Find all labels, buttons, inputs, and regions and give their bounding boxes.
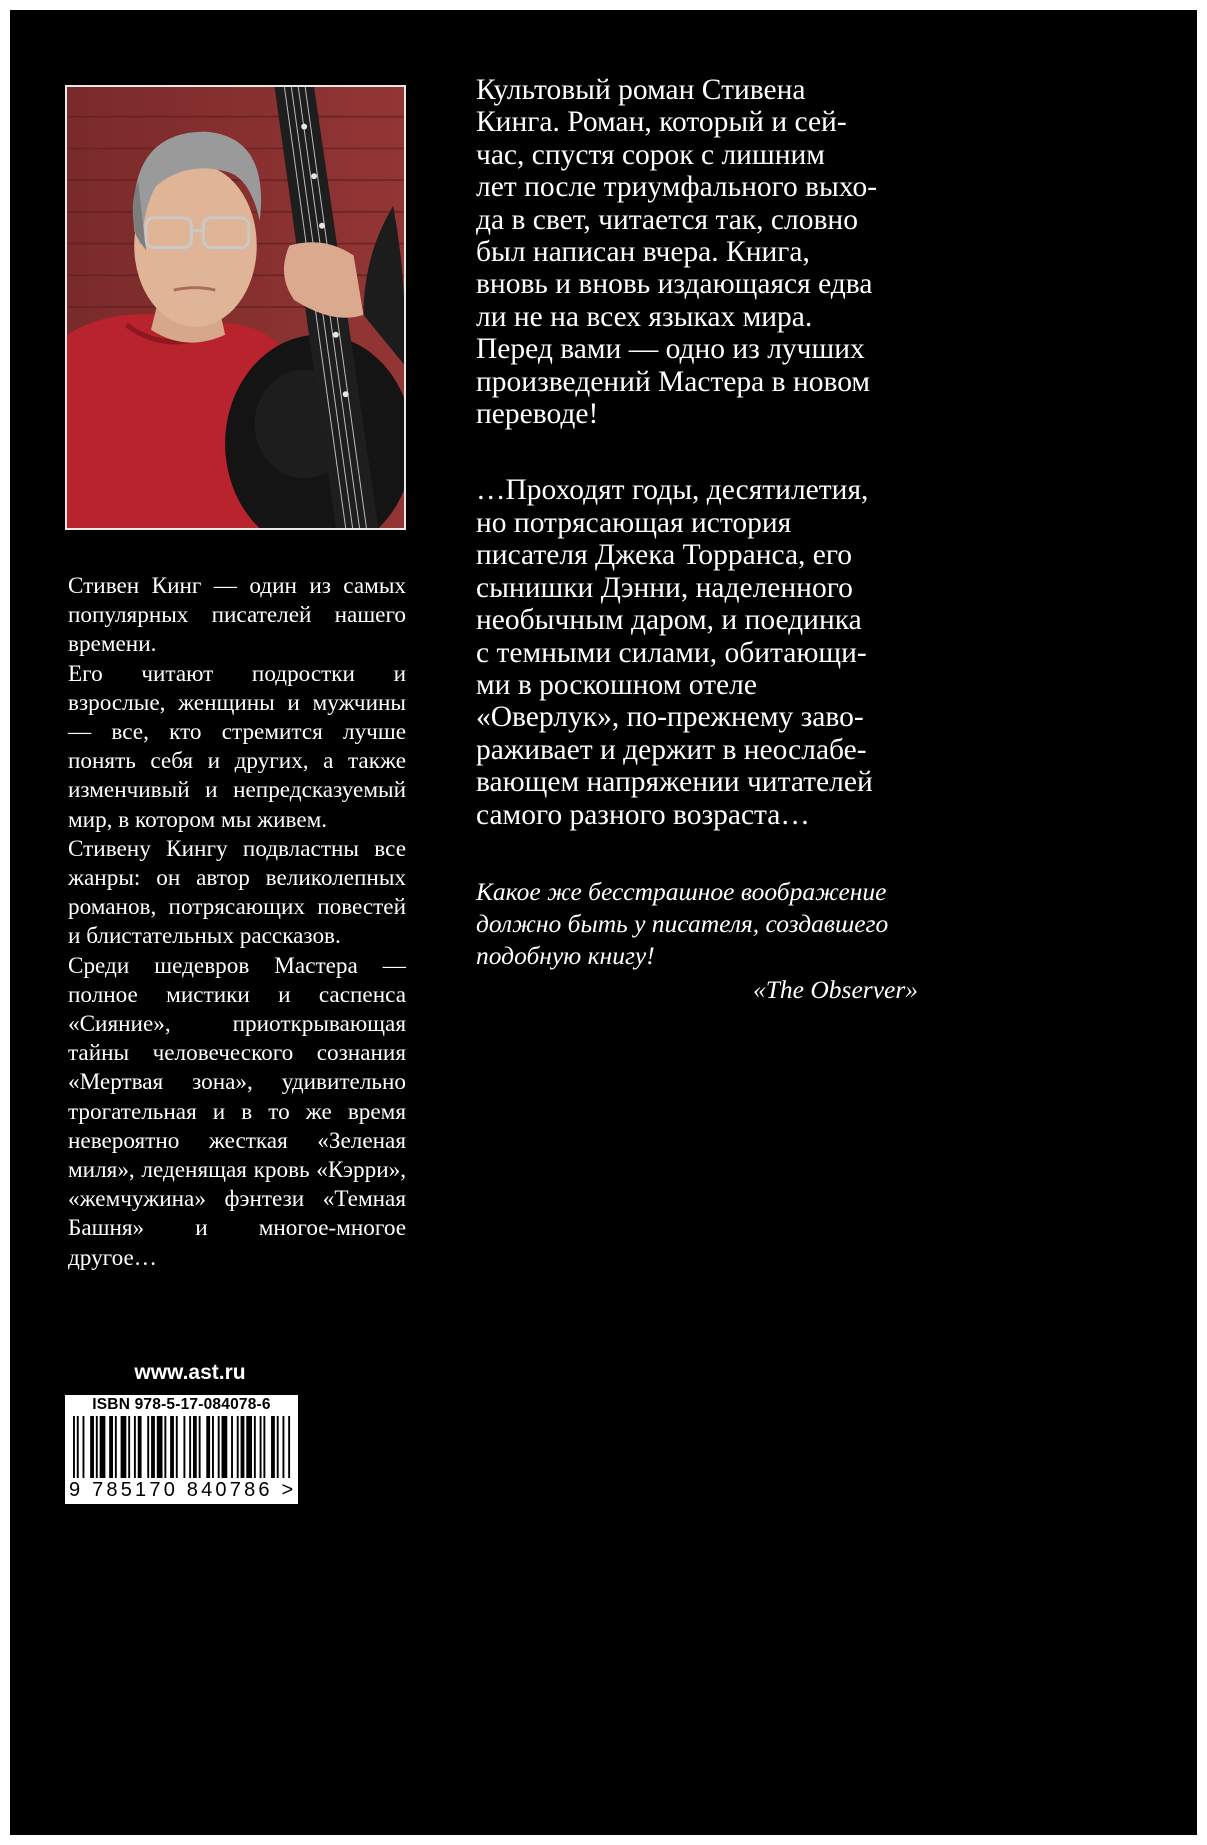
barcode-bar (151, 1416, 155, 1478)
barcode-bar (271, 1416, 275, 1478)
barcode-bar (90, 1416, 94, 1478)
barcode-bar (218, 1416, 220, 1478)
blurb-line: с темными силами, обитающи- (476, 636, 867, 669)
barcode-bar (100, 1416, 106, 1478)
blurb-line: вновь и вновь издающаяся едва (476, 268, 873, 301)
blurb-line: …Проходят годы, десятилетия, (476, 474, 869, 507)
barcode-bar (212, 1416, 214, 1478)
barcode-bar (109, 1416, 113, 1478)
book-back-cover (10, 10, 1197, 1835)
barcode-bar (138, 1416, 142, 1478)
blurb-line: час, спустя сорок с лишним (476, 138, 825, 171)
barcode-bar (121, 1416, 127, 1478)
barcode-bar (134, 1416, 136, 1478)
blurb-line: но потрясающая история (476, 506, 792, 539)
barcode-bar (260, 1416, 262, 1478)
barcode-bar (128, 1416, 130, 1478)
publisher-website: www.ast.ru (134, 1361, 246, 1384)
barcode-bar (193, 1416, 197, 1478)
quote-line: подобную книгу! (476, 941, 655, 970)
blurb-line: Перед вами — одно из лучших (476, 333, 865, 366)
blurb-line: «Оверлук», по-прежнему заво- (476, 701, 864, 734)
barcode-bar (183, 1416, 185, 1478)
isbn-label: ISBN 978-5-17-084078-6 (92, 1396, 271, 1413)
bio-paragraph: Стивен Кинг — один из самых популярных писателей нашего времени. (68, 573, 406, 658)
blurb-line: ми в роскошном отеле (476, 668, 757, 701)
barcode-bar (254, 1416, 256, 1478)
author-photo (65, 85, 406, 530)
quote-line: Какое же бесстрашное воображение (476, 877, 887, 906)
barcode-bar (246, 1416, 252, 1478)
blurb-line: писателя Джека Торранса, его (476, 539, 853, 572)
barcode-bar (206, 1416, 210, 1478)
book-blurb (476, 74, 946, 831)
isbn-barcode (65, 1395, 298, 1504)
barcode-bar (199, 1416, 201, 1478)
quote-source: «The Observer» (752, 975, 918, 1004)
barcode-bar (241, 1416, 245, 1478)
author-bio (68, 572, 406, 1273)
blurb-line: самого разного возраста… (476, 798, 810, 831)
barcode-bar (83, 1416, 85, 1478)
barcode-bar (189, 1416, 191, 1478)
barcode-bar (282, 1416, 284, 1478)
barcode-bar (231, 1416, 233, 1478)
barcode-bars (73, 1416, 292, 1478)
blurb-line: раживает и держит в неослабе- (476, 733, 867, 766)
blurb-line: необычным даром, и поединка (476, 604, 862, 637)
barcode-bar (288, 1416, 290, 1478)
barcode-bar (237, 1416, 239, 1478)
barcode-bar (164, 1416, 166, 1478)
press-quote (476, 876, 918, 1006)
barcode-digits: 9 785170 840786 > (69, 1479, 297, 1501)
barcode-bar (96, 1416, 98, 1478)
blurb-line: да в свет, читается так, словно (476, 203, 858, 236)
barcode-bar (263, 1416, 265, 1478)
bio-paragraph: Его читают подростки и взрослые, женщины и мужчины — все, кто стремится лучше понять себя и других, а также изменчивый и непредсказуемый мир, в котором мы живем. (68, 660, 406, 833)
blurb-line: лет после триумфального выхо- (476, 171, 878, 204)
barcode-bar (222, 1416, 228, 1478)
barcode-bar (157, 1416, 163, 1478)
blurb-line: произведений Мастера в новом (476, 365, 871, 398)
blurb-line: переводе! (476, 398, 599, 431)
barcode-bar (170, 1416, 174, 1478)
barcode-bar (115, 1416, 117, 1478)
blurb-line: сынишки Дэнни, наделенного (476, 571, 853, 604)
barcode-bar (277, 1416, 279, 1478)
blurb-line: был написан вчера. Книга, (476, 236, 810, 269)
barcode-bar (77, 1416, 79, 1478)
paragraph-spacer (476, 430, 946, 474)
blurb-line: Культовый роман Стивена (476, 74, 806, 106)
barcode-bar (73, 1416, 75, 1478)
author-portrait-image (67, 87, 404, 528)
bio-paragraph: Среди шедевров Мастера — полное мистики и саспенса «Сияние», приоткрывающая тайны человеческого сознания «Мертвая зона», удивительно трогательная и в то же время невероятно жесткая «Зеленая миля», леденящая кровь «Кэрри», «жемчужина» фэнтези «Темная Башня» и многое-многое другое… (68, 952, 406, 1271)
blurb-line: вающем напряжении читателей (476, 766, 873, 799)
quote-line: должно быть у писателя, создавшего (476, 909, 889, 938)
barcode-bar (147, 1416, 149, 1478)
barcode-bar (176, 1416, 178, 1478)
blurb-line: ли не на всех языках мира. (476, 300, 813, 333)
blurb-line: Кинга. Роман, который и сей- (476, 106, 847, 139)
bio-paragraph: Стивену Кингу подвластны все жанры: он автор великолепных романов, потрясающих повестей и блистательных рассказов. (68, 835, 406, 950)
